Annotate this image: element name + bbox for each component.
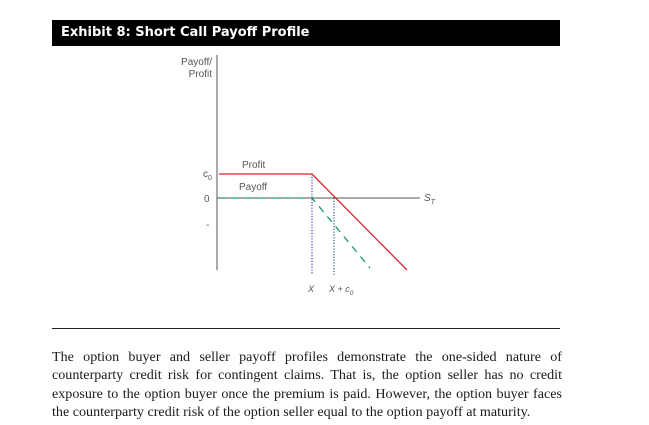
tick-x-strike: X <box>308 284 315 294</box>
body-paragraph <box>52 348 562 422</box>
section-divider <box>52 328 560 329</box>
tick-c0: $c_0$ <box>203 169 212 182</box>
exhibit-title: Exhibit 8: Short Call Payoff Profile <box>52 20 560 46</box>
payoff-series-label: Payoff <box>239 182 268 193</box>
paragraph-line: counterparty credit risk for contingent claims. That is, the option seller has no credit <box>52 367 562 384</box>
paragraph-line: The option buyer and seller payoff profiles demonstrate the one-sided nature of <box>52 349 562 365</box>
x-axis-label: $S_T$ <box>424 193 435 206</box>
tick-zero: 0 <box>204 194 210 205</box>
y-axis-label-line2: Profit <box>188 69 212 80</box>
y-axis-label-line1: Payoff/ <box>181 57 212 68</box>
tick-breakeven: $X + c_0$ <box>329 284 354 297</box>
profit-series-label: Profit <box>242 160 266 171</box>
paragraph-line: exposure to the option buyer once the premium is paid. However, the option buyer faces <box>52 385 562 402</box>
paragraph-line: the counterparty credit risk of the option seller equal to the option payoff at maturity. <box>52 404 531 421</box>
payoff-line <box>219 198 370 268</box>
tick-minus: - <box>206 220 210 231</box>
